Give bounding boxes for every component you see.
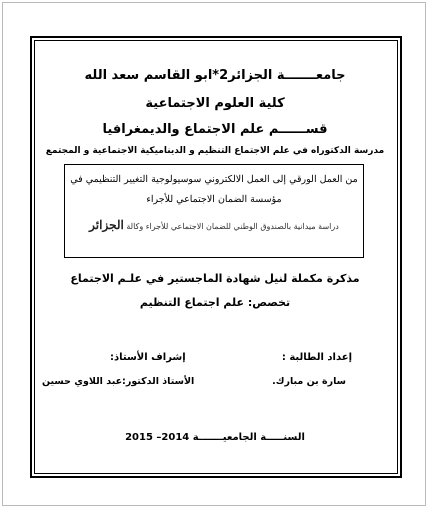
specialty: تخصص: علم اجتماع التنظيم bbox=[139, 296, 291, 309]
prepared-by-label: إعداد الطالبة : bbox=[281, 352, 352, 363]
university-name: جامعـــــــة الجزائر2*ابو القاسم سعد الله bbox=[84, 68, 346, 83]
thesis-title-line-1: من العمل الورقي إلى العمل الالكتروني سوسيولوجية التغيير التنظيمي في bbox=[70, 174, 358, 185]
study-prefix: دراسة ميدانية بالصندوق الوطني للضمان الاجتماعي للأجراء وكالة bbox=[126, 222, 339, 231]
study-subtitle bbox=[64, 218, 364, 232]
academic-year: السنـــــة الجامعيـــــــة 2014– 2015 bbox=[125, 432, 305, 443]
supervisor-name: الأستاذ الدكتور:عبد اللاوي حسين bbox=[42, 376, 195, 387]
doctoral-school: مدرسة الدكتوراه في علم الاجتماع التنظيم و الديناميكية الاجتماعية و المجتمع bbox=[45, 146, 385, 156]
student-name: سارة بن مبارك. bbox=[272, 376, 346, 387]
memo-statement: مذكرة مكملة لنيل شهادة الماجستير في علـم الاجتماع bbox=[70, 272, 360, 285]
department-name: قســــــم علم الاجتماع والديمغرافيا bbox=[102, 122, 328, 137]
thesis-title-line-2: مؤسسة الضمان الاجتماعي للأجراء bbox=[146, 194, 282, 205]
supervised-by-label: إشراف الأستاذ: bbox=[110, 352, 186, 363]
study-place: الجزائر bbox=[89, 218, 124, 232]
faculty-name: كلية العلوم الاجتماعية bbox=[145, 96, 285, 111]
